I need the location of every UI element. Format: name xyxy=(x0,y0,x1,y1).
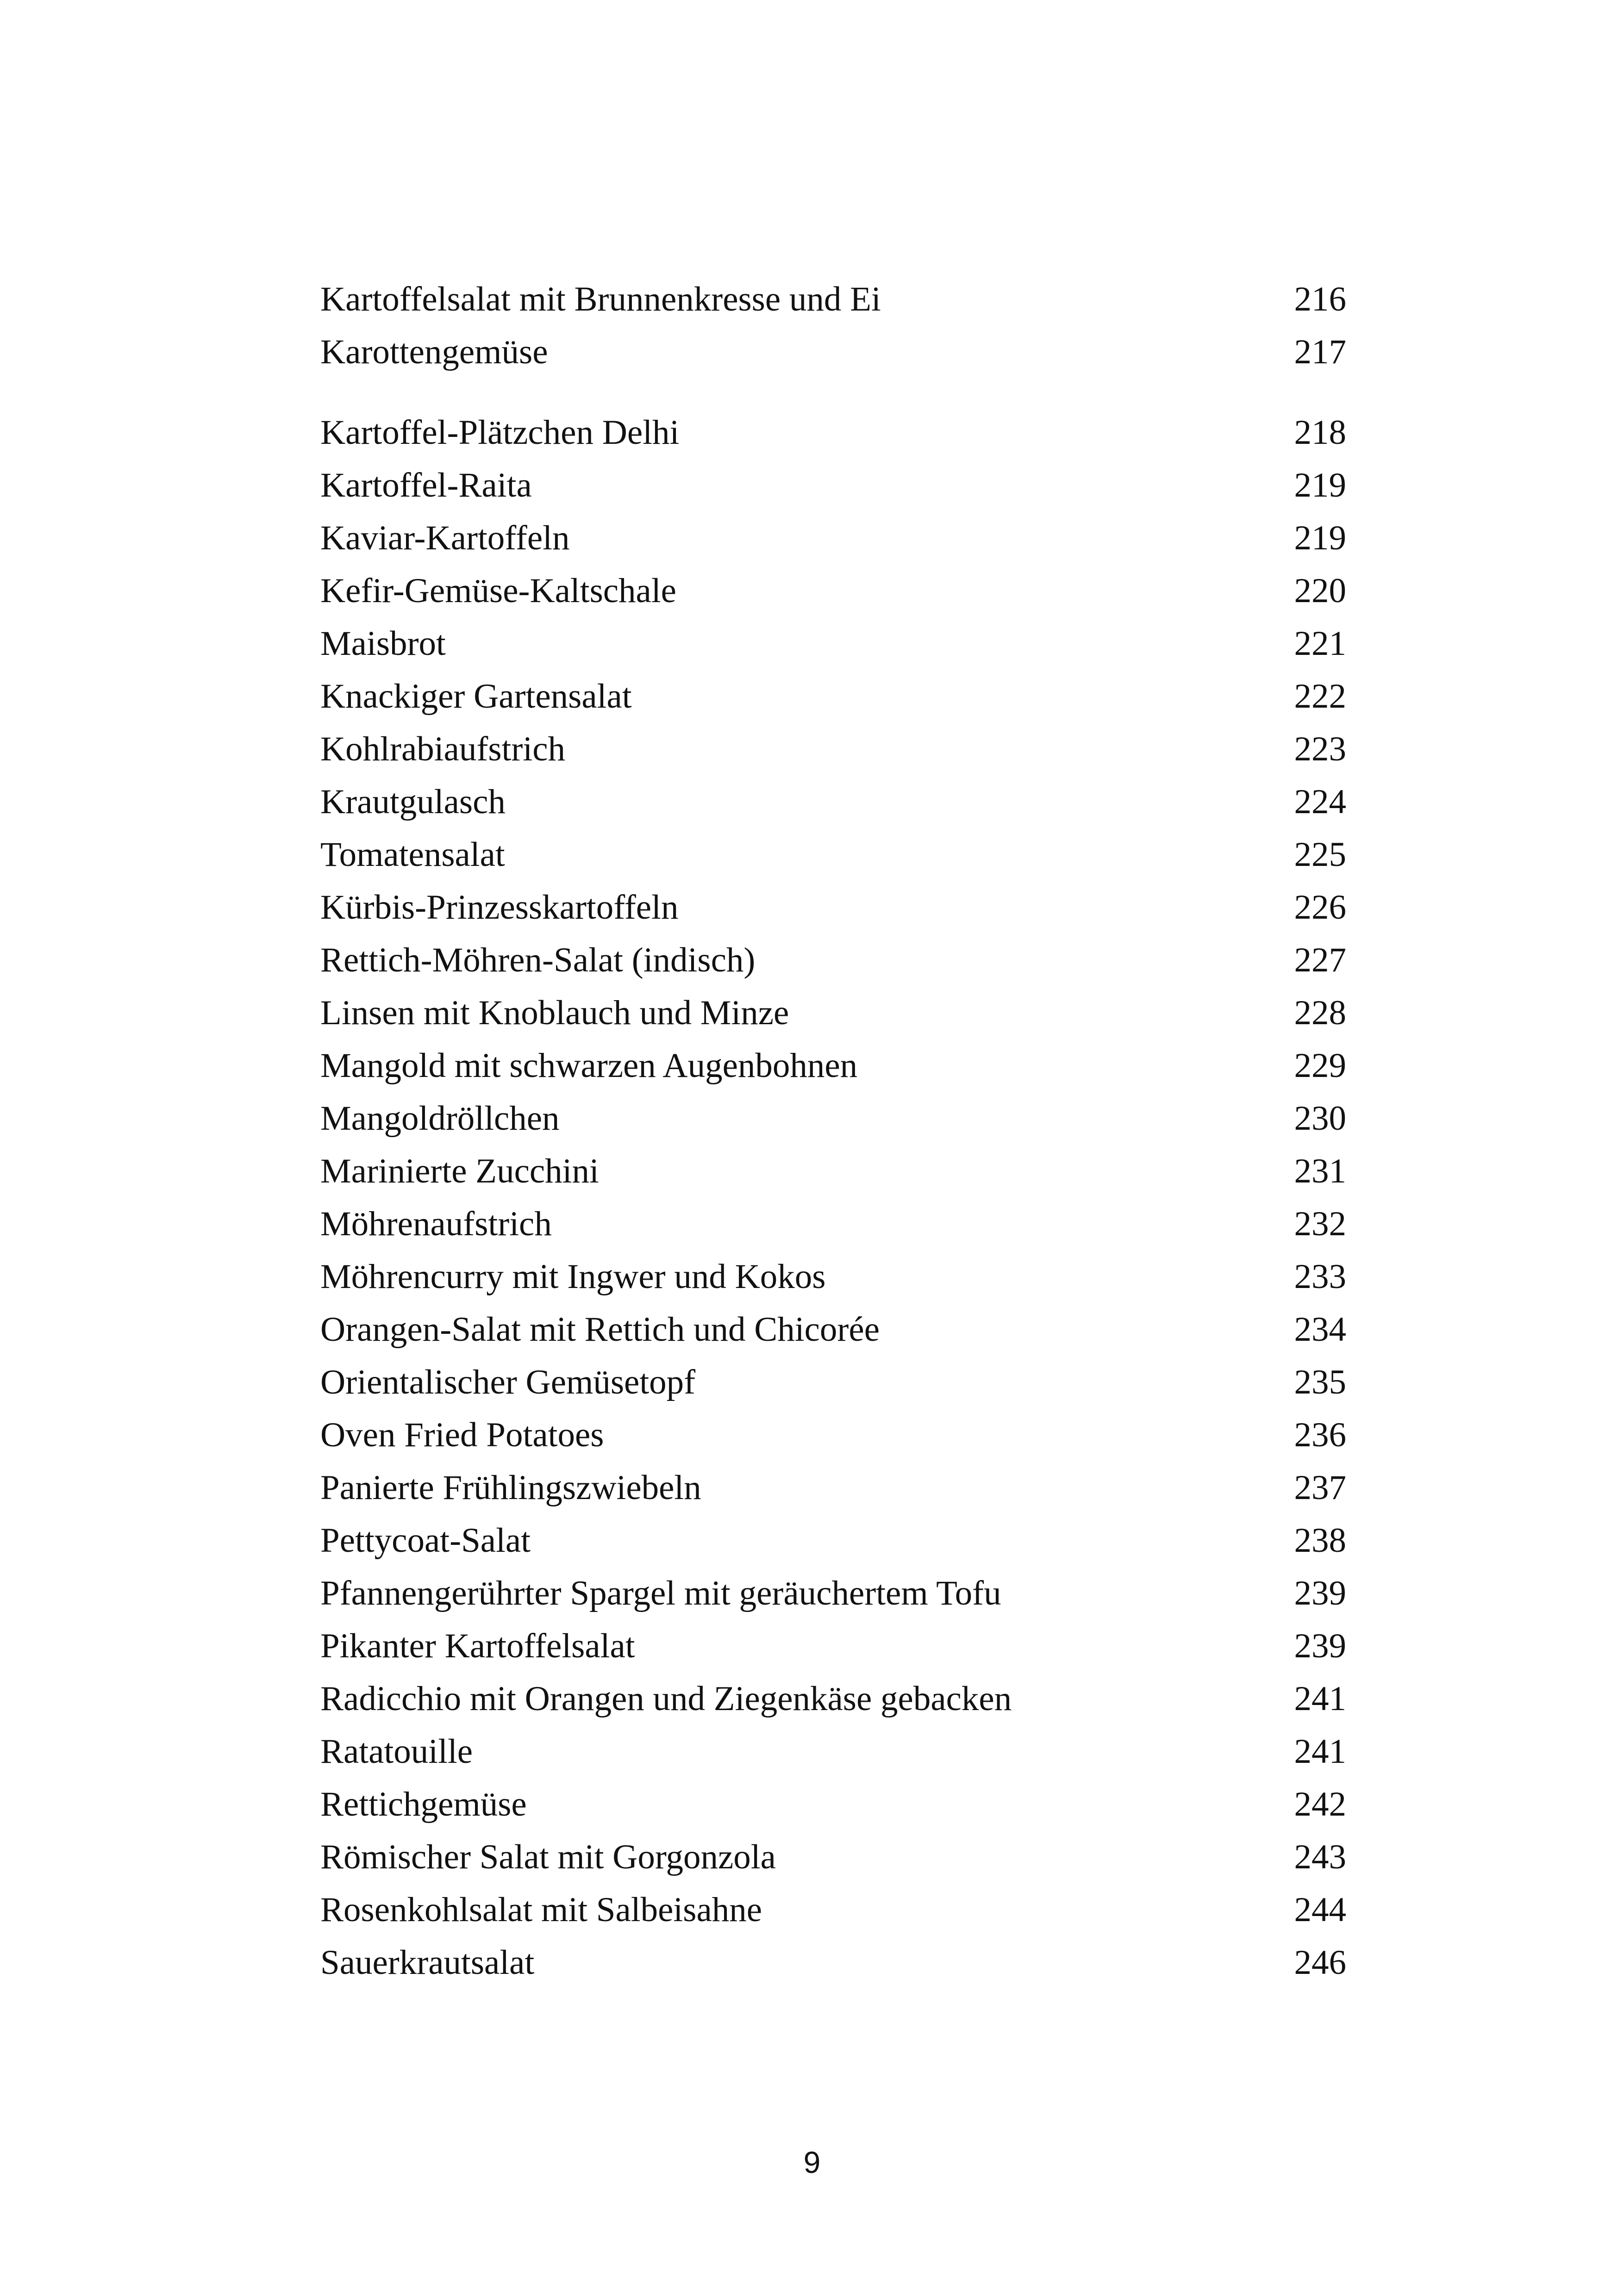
toc-entry-title: Karottengemüse xyxy=(320,333,548,371)
toc-entry[interactable] xyxy=(320,565,1346,617)
toc-entry-title: Mangoldröllchen xyxy=(320,1099,560,1138)
toc-entry[interactable] xyxy=(320,828,1346,881)
toc-entry-page: 238 xyxy=(1294,1521,1346,1560)
toc-entry-title: Kartoffelsalat mit Brunnenkresse und Ei xyxy=(320,280,881,318)
toc-entry-title: Kartoffel-Plätzchen Delhi xyxy=(320,413,680,452)
toc-entry-title: Pettycoat-Salat xyxy=(320,1521,531,1560)
toc-entry-title: Möhrencurry mit Ingwer und Kokos xyxy=(320,1257,826,1296)
toc-entry[interactable] xyxy=(320,987,1346,1039)
toc-entry-page: 233 xyxy=(1294,1257,1346,1296)
toc-entry-page: 224 xyxy=(1294,783,1346,821)
toc-entry-page: 223 xyxy=(1294,730,1346,768)
toc-entry-title: Mangold mit schwarzen Augenbohnen xyxy=(320,1046,858,1085)
toc-entry-page: 239 xyxy=(1294,1574,1346,1612)
toc-entry-page: 244 xyxy=(1294,1891,1346,1929)
toc-entry-page: 219 xyxy=(1294,466,1346,504)
toc-entry-page: 235 xyxy=(1294,1363,1346,1401)
toc-entry[interactable] xyxy=(320,1831,1346,1884)
table-of-contents xyxy=(320,273,1346,1989)
toc-entry[interactable] xyxy=(320,1936,1346,1989)
toc-entry-page: 228 xyxy=(1294,994,1346,1032)
toc-entry-title: Pikanter Kartoffelsalat xyxy=(320,1627,635,1665)
toc-entry-title: Möhrenaufstrich xyxy=(320,1205,552,1243)
toc-entry-title: Kaviar-Kartoffeln xyxy=(320,519,570,557)
toc-entry-title: Sauerkrautsalat xyxy=(320,1943,535,1982)
toc-entry-page: 225 xyxy=(1294,835,1346,874)
toc-entry-page: 226 xyxy=(1294,888,1346,927)
toc-entry[interactable] xyxy=(320,1514,1346,1567)
toc-entry-title: Panierte Frühlingszwiebeln xyxy=(320,1468,701,1507)
toc-entry-title: Rosenkohlsalat mit Salbeisahne xyxy=(320,1891,762,1929)
toc-entry-title: Pfannengerührter Spargel mit geräuchertem Tofu xyxy=(320,1574,1001,1612)
toc-entry-page: 239 xyxy=(1294,1627,1346,1665)
toc-entry-page: 230 xyxy=(1294,1099,1346,1138)
toc-entry-page: 246 xyxy=(1294,1943,1346,1982)
toc-entry-title: Kürbis-Prinzesskartoffeln xyxy=(320,888,679,927)
toc-entry-page: 216 xyxy=(1294,280,1346,318)
toc-entry-title: Oven Fried Potatoes xyxy=(320,1416,604,1454)
toc-entry-title: Tomatensalat xyxy=(320,835,505,874)
toc-entry-title: Römischer Salat mit Gorgonzola xyxy=(320,1838,776,1876)
toc-entry-page: 220 xyxy=(1294,572,1346,610)
toc-entry-title: Knackiger Gartensalat xyxy=(320,677,632,716)
toc-entry-title: Ratatouille xyxy=(320,1732,473,1771)
toc-entry-title: Marinierte Zucchini xyxy=(320,1152,599,1190)
toc-entry[interactable] xyxy=(320,1673,1346,1725)
toc-entry[interactable] xyxy=(320,1145,1346,1198)
toc-entry-page: 241 xyxy=(1294,1732,1346,1771)
toc-entry-title: Orangen-Salat mit Rettich und Chicorée xyxy=(320,1310,880,1349)
toc-entry[interactable] xyxy=(320,1303,1346,1356)
toc-entry[interactable] xyxy=(320,1092,1346,1145)
toc-entry[interactable] xyxy=(320,1462,1346,1514)
toc-entry-page: 217 xyxy=(1294,333,1346,371)
toc-entry-page: 236 xyxy=(1294,1416,1346,1454)
toc-entry[interactable] xyxy=(320,1778,1346,1831)
toc-entry-page: 219 xyxy=(1294,519,1346,557)
toc-entry-title: Linsen mit Knoblauch und Minze xyxy=(320,994,789,1032)
toc-entry[interactable] xyxy=(320,1198,1346,1251)
toc-entry-title: Orientalischer Gemüsetopf xyxy=(320,1363,696,1401)
toc-entry[interactable] xyxy=(320,1620,1346,1673)
toc-entry-title: Maisbrot xyxy=(320,624,446,663)
toc-entry-page: 242 xyxy=(1294,1785,1346,1823)
toc-entry[interactable] xyxy=(320,1884,1346,1936)
page-number: 9 xyxy=(803,2145,821,2179)
toc-entry-title: Krautgulasch xyxy=(320,783,506,821)
toc-entry[interactable] xyxy=(320,881,1346,934)
toc-entry-page: 231 xyxy=(1294,1152,1346,1190)
toc-entry-page: 229 xyxy=(1294,1046,1346,1085)
toc-entry-page: 241 xyxy=(1294,1680,1346,1718)
toc-entry-page: 227 xyxy=(1294,941,1346,979)
toc-entry[interactable] xyxy=(320,670,1346,723)
toc-entry[interactable] xyxy=(320,1039,1346,1092)
toc-entry-page: 243 xyxy=(1294,1838,1346,1876)
toc-entry-title: Kefir-Gemüse-Kaltschale xyxy=(320,572,676,610)
toc-entry[interactable] xyxy=(320,776,1346,828)
toc-entry-page: 221 xyxy=(1294,624,1346,663)
toc-entry-page: 222 xyxy=(1294,677,1346,716)
toc-entry-page: 237 xyxy=(1294,1468,1346,1507)
toc-entry[interactable] xyxy=(320,1251,1346,1303)
toc-entry[interactable] xyxy=(320,934,1346,987)
toc-entry-title: Rettich-Möhren-Salat (indisch) xyxy=(320,941,756,979)
toc-entry-page: 232 xyxy=(1294,1205,1346,1243)
toc-entry[interactable] xyxy=(320,1409,1346,1462)
toc-entry-title: Rettichgemüse xyxy=(320,1785,527,1823)
toc-entry-title: Radicchio mit Orangen und Ziegenkäse gebacken xyxy=(320,1680,1012,1718)
toc-entry[interactable] xyxy=(320,1567,1346,1620)
toc-entry[interactable] xyxy=(320,512,1346,565)
toc-entry[interactable] xyxy=(320,1725,1346,1778)
toc-entry[interactable] xyxy=(320,406,1346,459)
toc-entry-page: 234 xyxy=(1294,1310,1346,1349)
toc-entry-title: Kartoffel-Raita xyxy=(320,466,532,504)
toc-entry[interactable] xyxy=(320,459,1346,512)
toc-entry-page: 218 xyxy=(1294,413,1346,452)
toc-entry[interactable] xyxy=(320,326,1346,379)
toc-entry[interactable] xyxy=(320,617,1346,670)
toc-entry-title: Kohlrabiaufstrich xyxy=(320,730,565,768)
toc-entry[interactable] xyxy=(320,1356,1346,1409)
toc-entry[interactable] xyxy=(320,723,1346,776)
toc-entry[interactable] xyxy=(320,273,1346,326)
